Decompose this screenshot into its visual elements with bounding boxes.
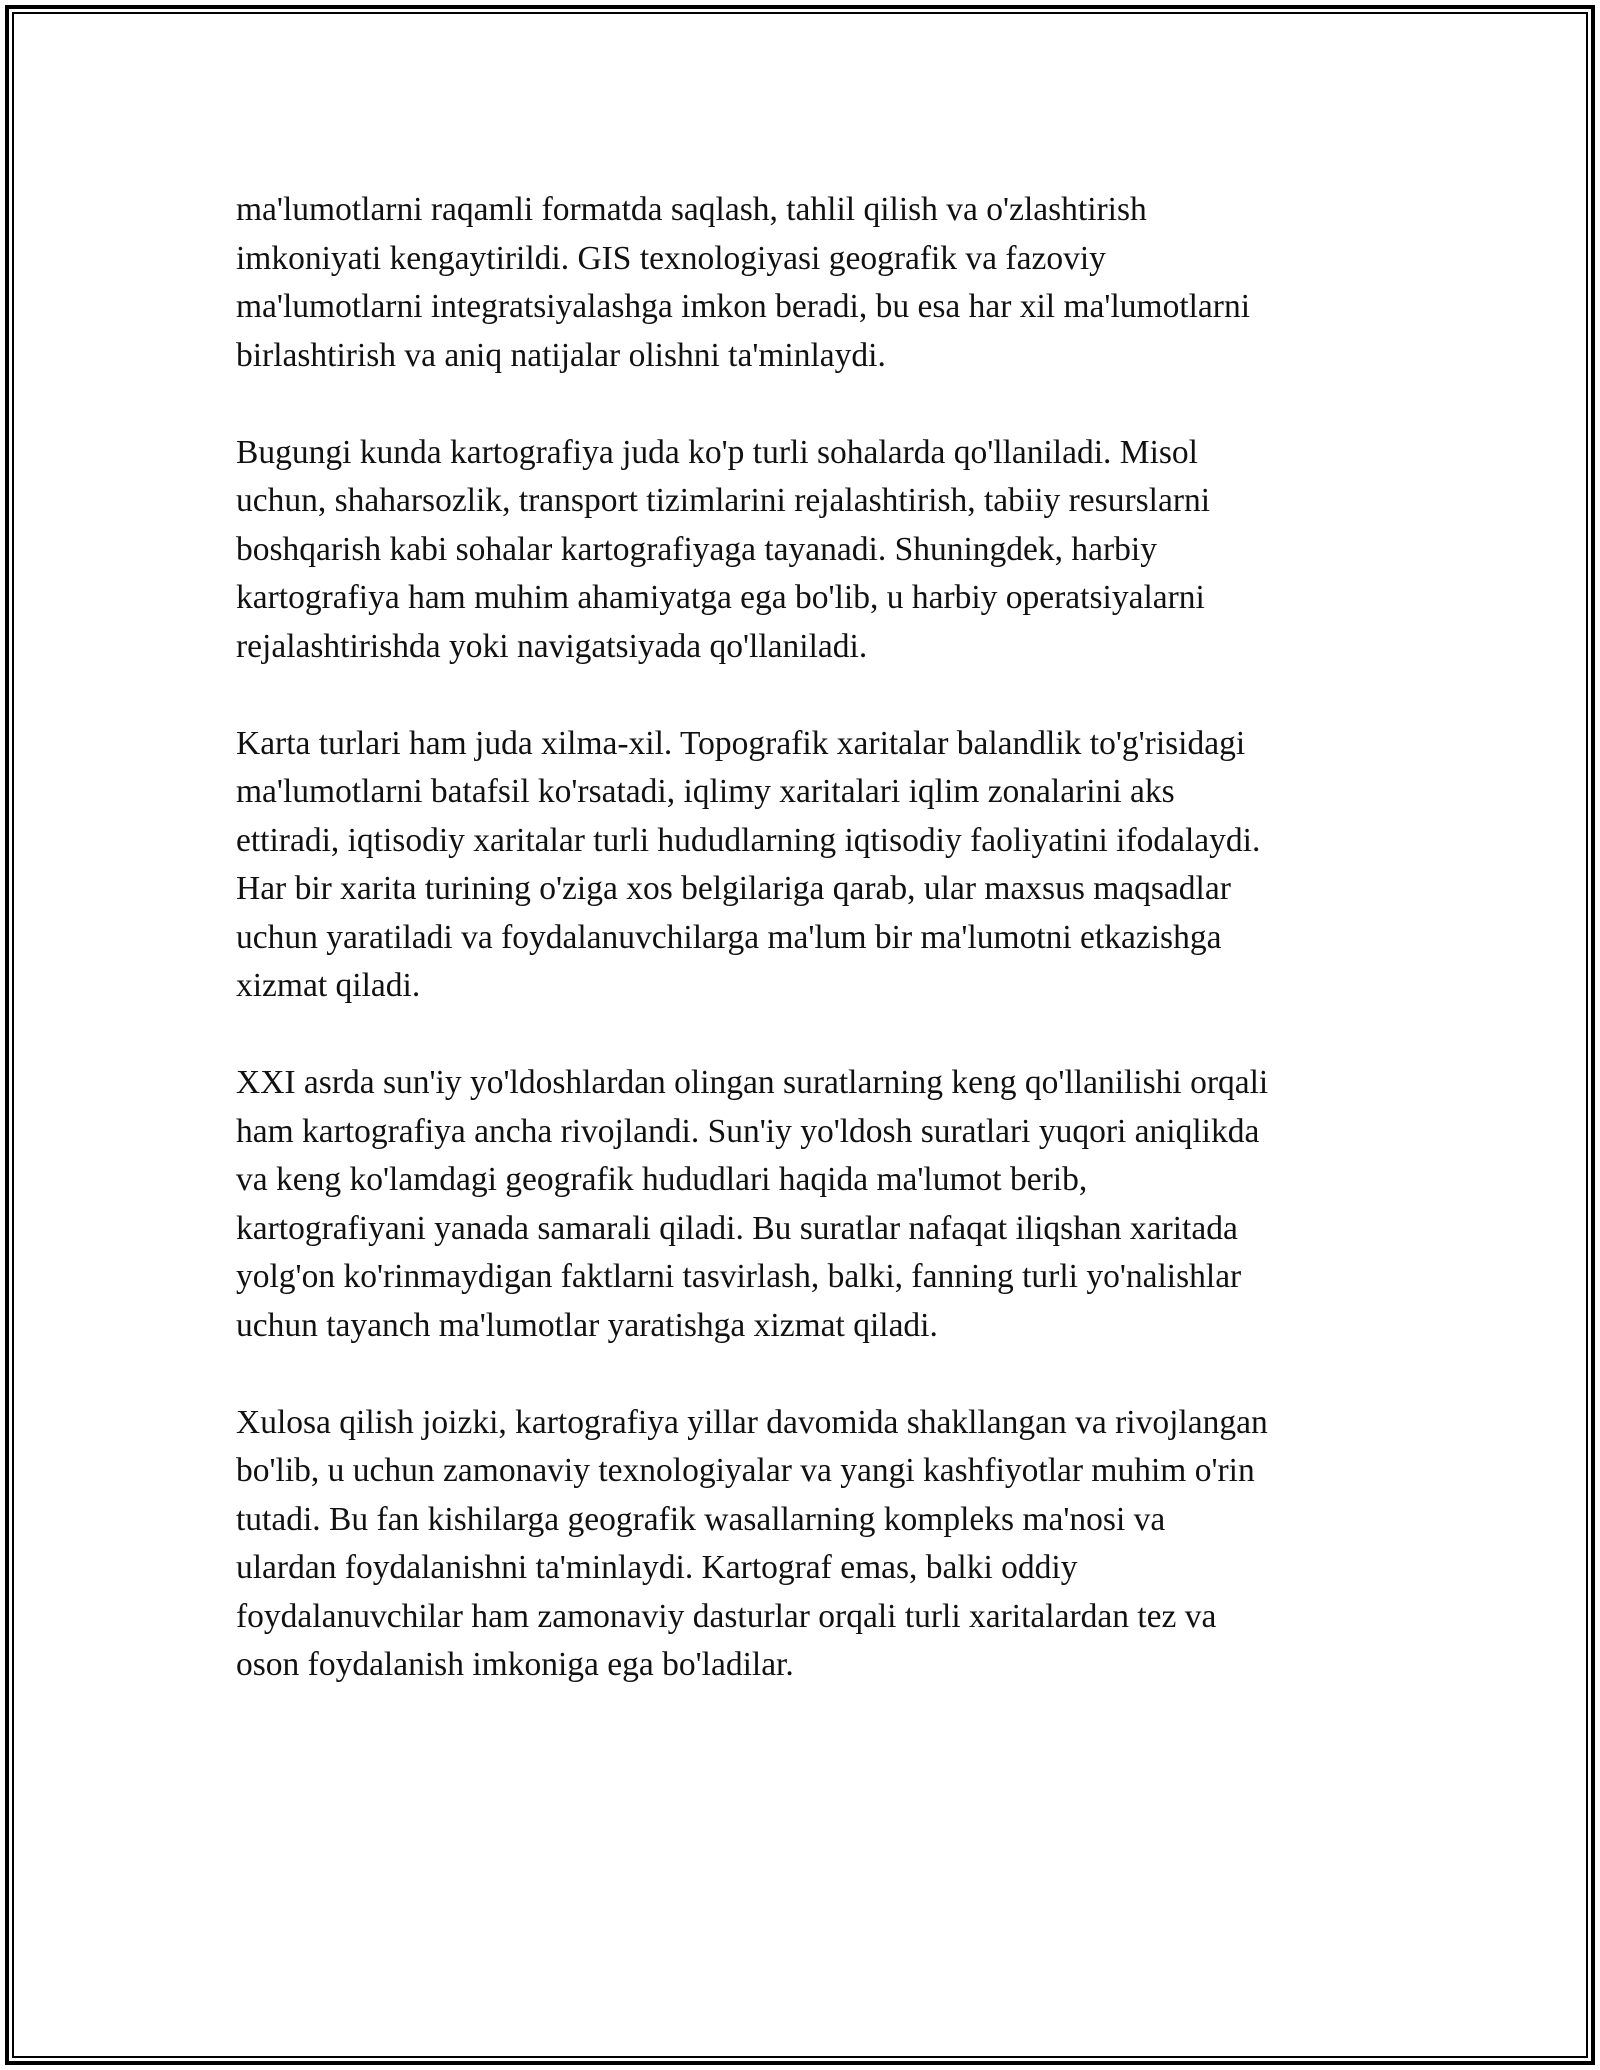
document-body bbox=[236, 186, 1386, 1738]
paragraph-4 bbox=[236, 1059, 1386, 1350]
text-line: XXI asrda sun'iy yo'ldoshlardan olingan suratlarning keng qo'llanilishi orqali bbox=[236, 1064, 1269, 1101]
text-line: uchun, shaharsozlik, transport tizimlarini rejalashtirish, tabiiy resurslarni bbox=[236, 482, 1211, 519]
text-line: Har bir xarita turining o'ziga xos belgilariga qarab, ular maxsus maqsadlar bbox=[236, 870, 1231, 907]
text-line: imkoniyati kengaytirildi. GIS texnologiyasi geografik va fazoviy bbox=[236, 239, 1106, 277]
text-line: uchun tayanch ma'lumotlar yaratishga xizmat qiladi. bbox=[236, 1306, 938, 1344]
text-line: boshqarish kabi sohalar kartografiyaga tayanadi. Shuningdek, harbiy bbox=[236, 530, 1157, 568]
text-line: kartografiya ham muhim ahamiyatga ega bo'lib, u harbiy operatsiyalarni bbox=[236, 579, 1205, 616]
text-line: foydalanuvchilar ham zamonaviy dasturlar orqali turli xaritalardan tez va bbox=[236, 1597, 1217, 1635]
paragraph-1 bbox=[236, 186, 1386, 380]
text-line: Xulosa qilish joizki, kartografiya yillar davomida shakllangan va rivojlangan bbox=[236, 1403, 1268, 1441]
text-line: ma'lumotlarni batafsil ko'rsatadi, iqlimy xaritalari iqlim zonalarini aks bbox=[236, 773, 1175, 810]
text-line: tutadi. Bu fan kishilarga geografik wasallarning kompleks ma'nosi va bbox=[236, 1500, 1166, 1538]
text-line: ma'lumotlarni raqamli formatda saqlash, tahlil qilish va o'zlashtirish bbox=[236, 191, 1147, 228]
text-line: ma'lumotlarni integratsiyalashga imkon beradi, bu esa har xil ma'lumotlarni bbox=[236, 288, 1251, 325]
paragraph-5 bbox=[236, 1399, 1386, 1690]
text-line: Bugungi kunda kartografiya juda ko'p turli sohalarda qo'llaniladi. Misol bbox=[236, 433, 1198, 471]
text-line: ham kartografiya ancha rivojlandi. Sun'iy yo'ldosh suratlari yuqori aniqlikda bbox=[236, 1112, 1260, 1150]
text-line: ulardan foydalanishni ta'minlaydi. Kartograf emas, balki oddiy bbox=[236, 1549, 1078, 1586]
paragraph-2 bbox=[236, 429, 1386, 672]
text-line: oson foydalanish imkoniga ega bo'ladilar. bbox=[236, 1646, 794, 1683]
paragraph-3 bbox=[236, 720, 1386, 1011]
text-line: yolg'on ko'rinmaydigan faktlarni tasvirlash, balki, fanning turli yo'nalishlar bbox=[236, 1258, 1242, 1295]
text-line: bo'lib, u uchun zamonaviy texnologiyalar va yangi kashfiyotlar muhim o'rin bbox=[236, 1452, 1255, 1489]
text-line: ettiradi, iqtisodiy xaritalar turli hududlarning iqtisodiy faoliyatini ifodalaydi. bbox=[236, 821, 1261, 859]
text-line: uchun yaratiladi va foydalanuvchilarga ma'lum bir ma'lumotni etkazishga bbox=[236, 918, 1222, 956]
text-line: va keng ko'lamdagi geografik hududlari haqida ma'lumot berib, bbox=[236, 1161, 1088, 1198]
text-line: rejalashtirishda yoki navigatsiyada qo'llaniladi. bbox=[236, 627, 868, 665]
text-line: birlashtirish va aniq natijalar olishni ta'minlaydi. bbox=[236, 336, 886, 374]
text-line: xizmat qiladi. bbox=[236, 967, 421, 1004]
text-line: Karta turlari ham juda xilma-xil. Topografik xaritalar balandlik to'g'risidagi bbox=[236, 724, 1246, 762]
text-line: kartografiyani yanada samarali qiladi. Bu suratlar nafaqat iliqshan xaritada bbox=[236, 1209, 1238, 1247]
